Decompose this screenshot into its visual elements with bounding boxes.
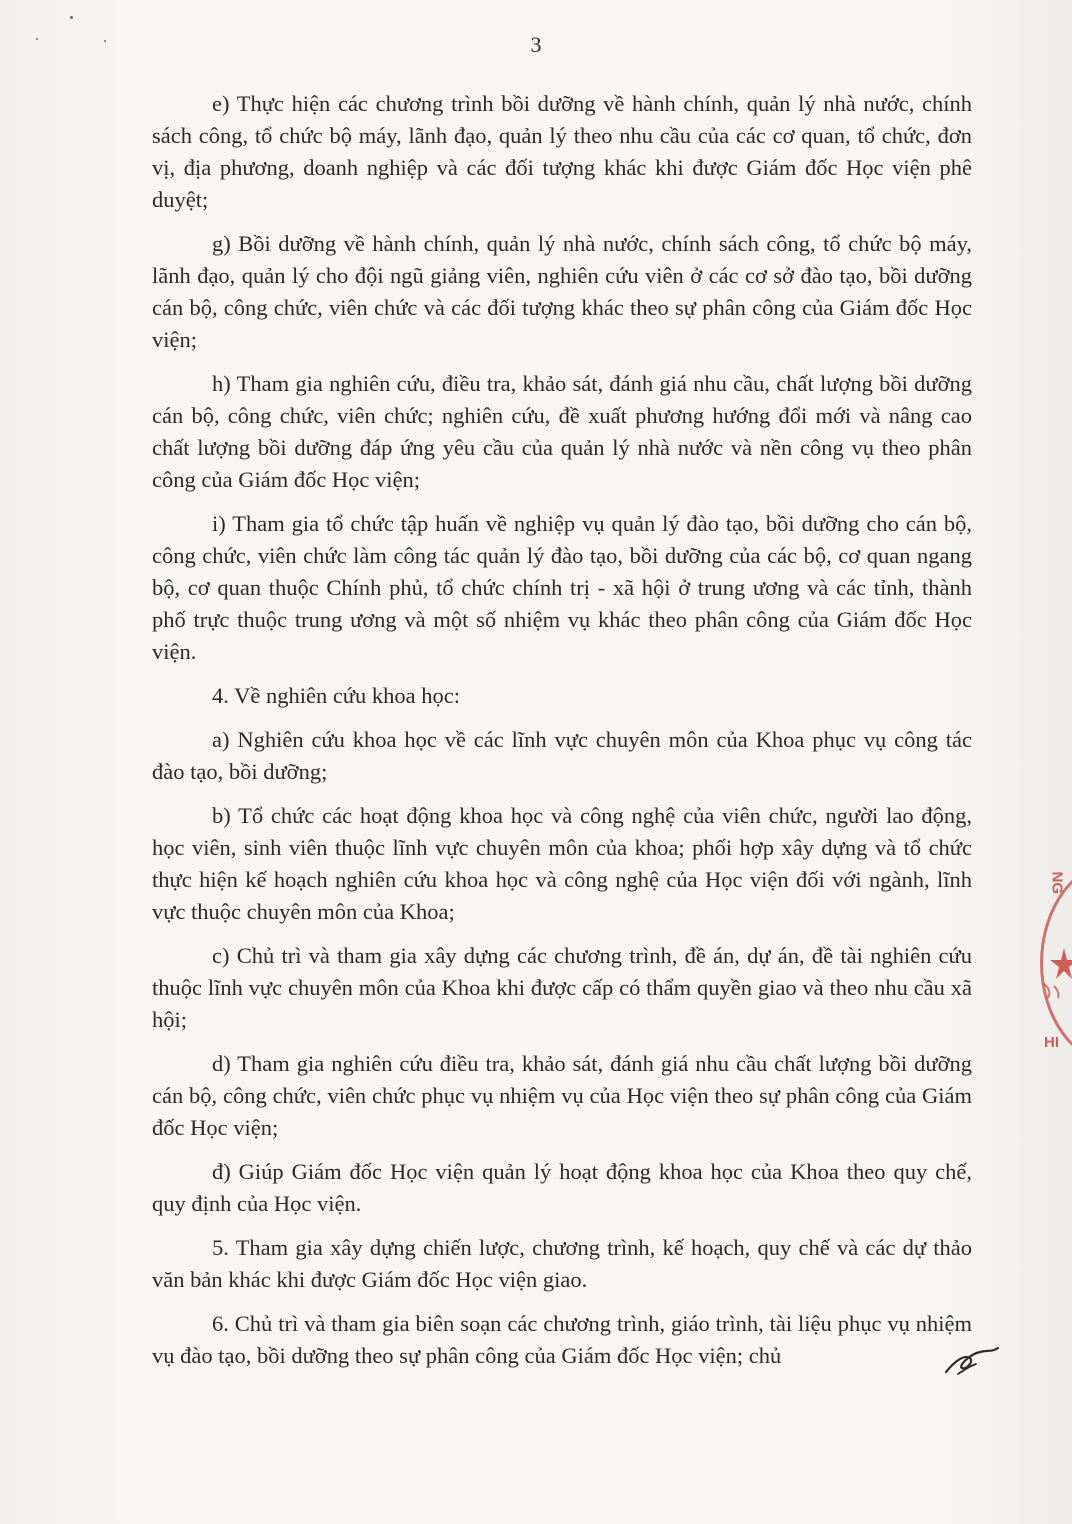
paragraph-4b: b) Tổ chức các hoạt động khoa học và công nghệ của viên chức, người lao động, học viên, sinh viên thuộc lĩnh vực chuyên môn của khoa; phối hợp xây dựng và tổ chức thực hiện kế hoạch nghiên cứu khoa học và công nghệ của Học viện đối với ngành, lĩnh vực thuộc chuyên môn của Khoa; [152,803,972,924]
scan-speck [70,16,73,19]
paragraph-4a: a) Nghiên cứu khoa học về các lĩnh vực chuyên môn của Khoa phục vụ công tác đào tạo, bồi dưỡng; [152,727,972,784]
section-6: 6. Chủ trì và tham gia biên soạn các chương trình, giáo trình, tài liệu phục vụ nhiệm vụ đào tạo, bồi dưỡng theo sự phân công của Giám đốc Học viện; chủ [152,1311,972,1368]
seal-text-top: NG [1048,871,1066,894]
paragraph-4d: d) Tham gia nghiên cứu điều tra, khảo sát, đánh giá nhu cầu chất lượng bồi dưỡng cán bộ, công chức, viên chức phục vụ nhiệm vụ của Học viện theo sự phân công của Giám đốc Học viện; [152,1051,972,1140]
handwritten-initials [940,1340,1000,1380]
seal-text-bottom: HI [1044,1034,1059,1051]
seal-star-icon [1040,940,1072,1000]
paragraph-i: i) Tham gia tổ chức tập huấn về nghiệp vụ quản lý đào tạo, bồi dưỡng cho cán bộ, công chức, viên chức làm công tác quản lý đào tạo, bồi dưỡng của các bộ, cơ quan ngang bộ, cơ quan thuộc Chính phủ, tổ chức chính trị - xã hội ở trung ương và các tỉnh, thành phố trực thuộc trung ương và một số nhiệm vụ khác theo phân công của Giám đốc Học viện. [152,511,972,664]
document-body [152,88,972,1384]
paragraph-e: e) Thực hiện các chương trình bồi dưỡng về hành chính, quản lý nhà nước, chính sách công, tổ chức bộ máy, lãnh đạo, quản lý theo nhu cầu của các cơ quan, tổ chức, đơn vị, địa phương, doanh nghiệp và các đối tượng khác khi được Giám đốc Học viện phê duyệt; [152,91,972,212]
paragraph-4c: c) Chủ trì và tham gia xây dựng các chương trình, đề án, dự án, đề tài nghiên cứu thuộc lĩnh vực chuyên môn của Khoa khi được cấp có thẩm quyền giao và theo nhu cầu xã hội; [152,943,972,1032]
section-4-heading: 4. Về nghiên cứu khoa học: [212,683,460,708]
page-number: 3 [530,32,542,57]
paragraph-h: h) Tham gia nghiên cứu, điều tra, khảo sát, đánh giá nhu cầu, chất lượng bồi dưỡng cán bộ, công chức, viên chức; nghiên cứu, đề xuất phương hướng đổi mới và nâng cao chất lượng bồi dưỡng đáp ứng yêu cầu của quản lý nhà nước và nền công vụ theo phân công của Giám đốc Học viện; [152,371,972,492]
red-seal-stamp [1040,860,1072,1060]
paragraph-g: g) Bồi dưỡng về hành chính, quản lý nhà nước, chính sách công, tổ chức bộ máy, lãnh đạo, quản lý cho đội ngũ giảng viên, nghiên cứu viên ở các cơ sở đào tạo, bồi dưỡng cán bộ, công chức, viên chức và các đối tượng khác theo sự phân công của Giám đốc Học viện; [152,231,972,352]
paragraph-4dd: đ) Giúp Giám đốc Học viện quản lý hoạt động khoa học của Khoa theo quy chế, quy định của Học viện. [152,1159,972,1216]
section-5: 5. Tham gia xây dựng chiến lược, chương trình, kế hoạch, quy chế và các dự thảo văn bản khác khi được Giám đốc Học viện giao. [152,1235,972,1292]
